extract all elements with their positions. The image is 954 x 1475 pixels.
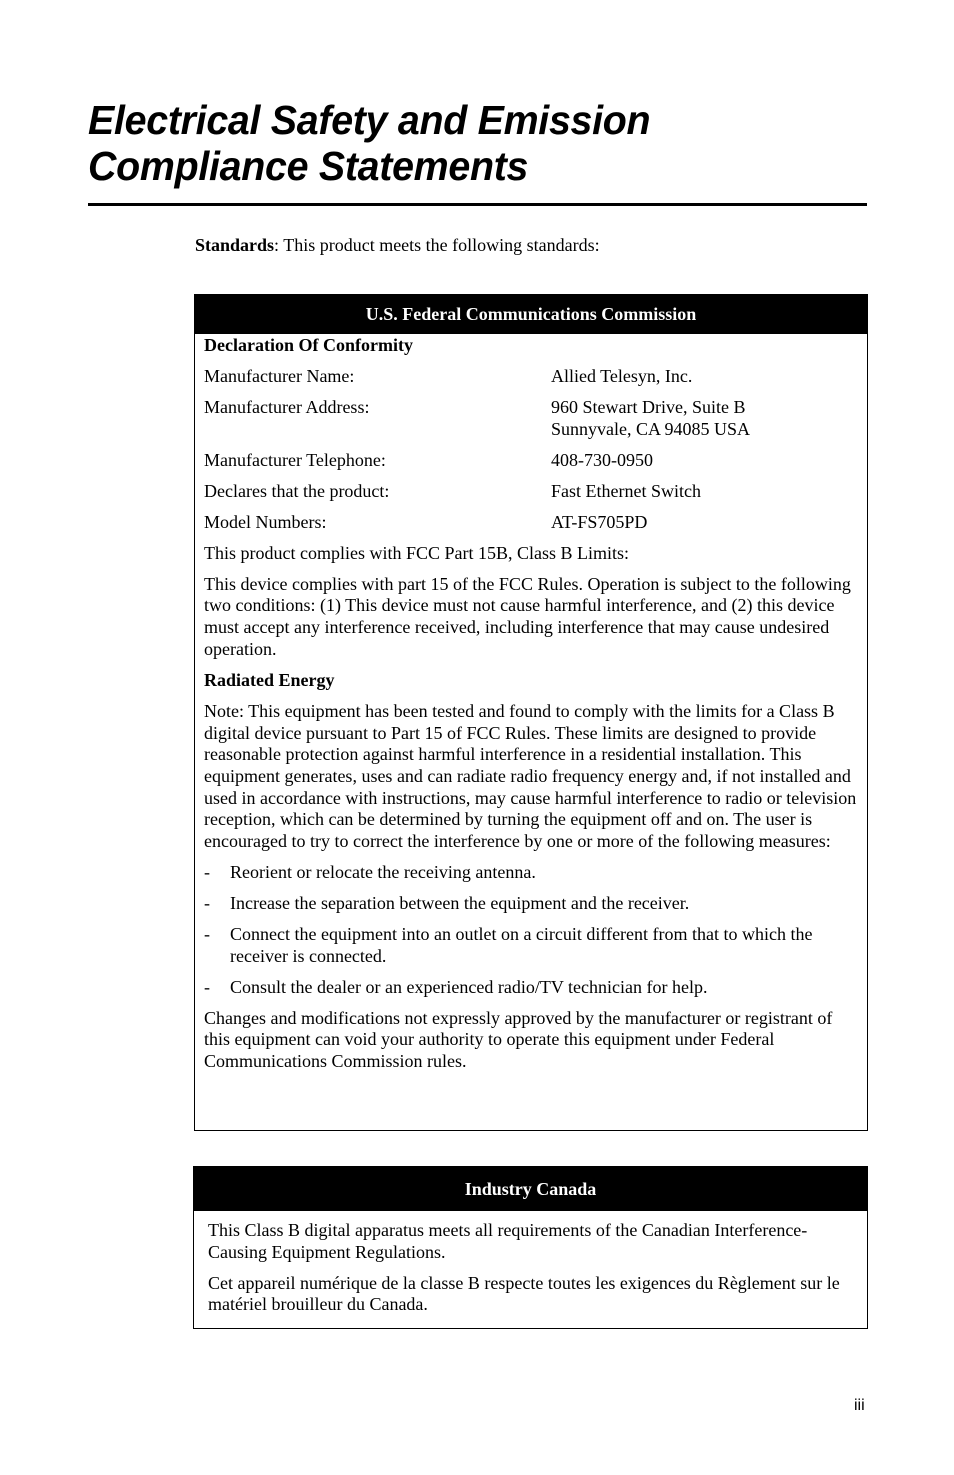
list-item [204,924,857,967]
row-value: Allied Telesyn, Inc. [551,366,693,386]
manufacturer-telephone-row [204,450,857,472]
row-key: Manufacturer Name: [204,366,355,386]
row-value: Fast Ethernet Switch [551,480,701,501]
standards-label: Standards [195,235,275,255]
bullet-marker: - [204,924,210,945]
row-key: Declares that the product: [204,480,390,501]
row-value: AT-FS705PD [551,511,648,532]
row-value: 960 Stewart Drive, Suite B Sunnyvale, CA 94085 USA [551,397,751,439]
complies-line: This product complies with FCC Part 15B, Class B Limits: [204,542,630,563]
fcc-header: U.S. Federal Communications Commission [195,295,867,334]
radiated-energy-heading: Radiated Energy [204,669,335,690]
standards-intro [195,234,600,256]
row-value: 408-730-0950 [551,449,653,470]
model-numbers-row [204,512,857,534]
list-item [204,977,857,999]
list-item [204,893,857,915]
page-number: iii [854,1397,865,1414]
manufacturer-name-row [204,366,857,388]
list-item [204,862,857,884]
industry-canada-box [193,1166,868,1329]
bullet-text: Increase the separation between the equipment and the receiver. [230,893,690,914]
declaration-heading: Declaration Of Conformity [204,335,413,355]
title-divider [88,203,867,206]
fcc-content [195,334,867,1073]
row-key: Manufacturer Telephone: [204,449,386,470]
standards-text: : This product meets the following standards: [274,235,600,255]
bullet-marker: - [204,893,210,914]
manufacturer-address-row [204,397,857,440]
row-key: Manufacturer Address: [204,397,370,417]
industry-canada-content [194,1211,867,1316]
bullet-marker: - [204,862,210,883]
bullet-text: Connect the equipment into an outlet on a circuit different from that to which the receiver is connected. [230,924,813,966]
bullet-marker: - [204,976,210,997]
page-title: Electrical Safety and Emission Compliance Statements [88,97,651,189]
bullet-text: Consult the dealer or an experienced radio/TV technician for help. [230,976,708,997]
industry-canada-french: Cet appareil numérique de la classe B respecte toutes les exigences du Règlement sur le matériel brouilleur du Canada. [208,1272,840,1315]
changes-paragraph: Changes and modifications not expressly approved by the manufacturer or registrant of this equipment can void your authority to operate this equipment under Federal Communications Commission rules. [204,1007,833,1072]
note-paragraph: Note: This equipment has been tested and found to comply with the limits for a Class B digital device pursuant to Part 15 of FCC Rules. These limits are designed to provide reasonable protection against harmful interference in a residential installation. This equipment generates, uses and can radiate radio frequency energy and, if not installed and used in accordance with instructions, may cause harmful interference to radio or television reception, which can be determined by turning the equipment off and on. The user is encouraged to try to correct the interference by one or more of the following measures: [204,700,857,852]
fcc-statement-box [194,294,868,1131]
industry-canada-english: This Class B digital apparatus meets all requirements of the Canadian Interference-Causing Equipment Regulations. [208,1220,808,1262]
industry-canada-header: Industry Canada [194,1167,867,1211]
bullet-text: Reorient or relocate the receiving antenna. [230,862,536,883]
product-row [204,481,857,503]
row-key: Model Numbers: [204,511,327,532]
conditions-paragraph: This device complies with part 15 of the FCC Rules. Operation is subject to the following two conditions: (1) This device must not cause harmful interference, and (2) this device must accept any interference received, including interference that may cause undesired operation. [204,573,851,659]
